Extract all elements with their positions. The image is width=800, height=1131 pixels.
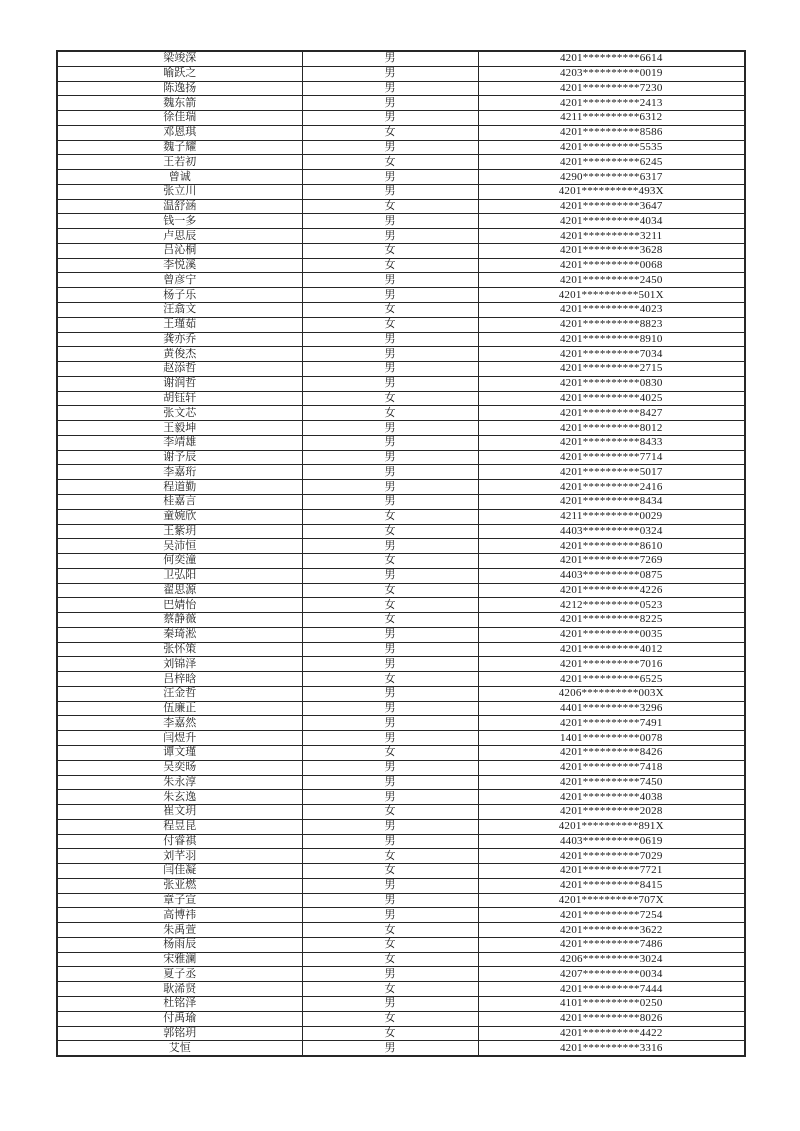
cell-name: 翟思源 [57,583,302,598]
cell-id_number: 4201**********2413 [478,96,745,111]
cell-id_number: 4201**********8415 [478,878,745,893]
cell-name: 曾彦宁 [57,273,302,288]
cell-gender: 女 [302,849,478,864]
cell-name: 伍廉正 [57,701,302,716]
cell-id_number: 4201**********6614 [478,51,745,66]
table-row [57,997,745,1012]
table-row [57,243,745,258]
table-row [57,598,745,613]
cell-id_number: 4201**********8427 [478,406,745,421]
cell-id_number: 4203**********0019 [478,66,745,81]
cell-gender: 女 [302,937,478,952]
cell-id_number: 4201**********4038 [478,790,745,805]
table-row [57,140,745,155]
cell-name: 卫弘阳 [57,568,302,583]
cell-id_number: 4212**********0523 [478,598,745,613]
cell-id_number: 4201**********5017 [478,465,745,480]
cell-name: 刘芊羽 [57,849,302,864]
table-row [57,376,745,391]
cell-gender: 男 [302,96,478,111]
table-row [57,111,745,126]
cell-name: 卢思辰 [57,229,302,244]
cell-id_number: 4201**********7721 [478,864,745,879]
cell-id_number: 4201**********8433 [478,435,745,450]
cell-name: 魏子耀 [57,140,302,155]
cell-name: 谢予辰 [57,450,302,465]
cell-name: 艾恒 [57,1041,302,1056]
cell-gender: 女 [302,1011,478,1026]
cell-name: 王瑾茹 [57,317,302,332]
table-row [57,627,745,642]
cell-name: 付禹瑜 [57,1011,302,1026]
cell-name: 龚亦乔 [57,332,302,347]
cell-id_number: 4403**********0875 [478,568,745,583]
cell-id_number: 4201**********3647 [478,199,745,214]
cell-name: 王若初 [57,155,302,170]
table-row [57,849,745,864]
cell-gender: 女 [302,509,478,524]
cell-gender: 女 [302,125,478,140]
cell-gender: 女 [302,613,478,628]
cell-gender: 女 [302,524,478,539]
cell-gender: 男 [302,229,478,244]
cell-id_number: 4201**********493X [478,184,745,199]
cell-id_number: 4211**********6312 [478,111,745,126]
cell-gender: 男 [302,775,478,790]
cell-name: 李悦溪 [57,258,302,273]
table-row [57,1011,745,1026]
table-row [57,229,745,244]
table-row [57,952,745,967]
cell-gender: 女 [302,864,478,879]
table-row [57,760,745,775]
cell-name: 张亚燃 [57,878,302,893]
table-row [57,893,745,908]
cell-name: 付睿祺 [57,834,302,849]
cell-gender: 男 [302,819,478,834]
cell-gender: 女 [302,258,478,273]
cell-gender: 男 [302,731,478,746]
table-row [57,731,745,746]
cell-name: 巴婧怡 [57,598,302,613]
table-row [57,184,745,199]
cell-gender: 男 [302,51,478,66]
cell-name: 魏东箭 [57,96,302,111]
cell-id_number: 4206**********3024 [478,952,745,967]
cell-id_number: 4201**********8610 [478,539,745,554]
cell-name: 杨子乐 [57,288,302,303]
cell-gender: 男 [302,908,478,923]
table-row [57,613,745,628]
cell-name: 吕梓晗 [57,672,302,687]
table-row [57,258,745,273]
cell-name: 耿浠贤 [57,982,302,997]
cell-gender: 男 [302,66,478,81]
cell-id_number: 4206**********003X [478,686,745,701]
table-row [57,539,745,554]
cell-id_number: 4207**********0034 [478,967,745,982]
cell-gender: 男 [302,997,478,1012]
table-row [57,908,745,923]
cell-name: 朱永淳 [57,775,302,790]
cell-name: 谢润哲 [57,376,302,391]
table-row [57,745,745,760]
table-row [57,332,745,347]
cell-gender: 女 [302,406,478,421]
table-row [57,937,745,952]
table-row [57,347,745,362]
cell-name: 夏子丞 [57,967,302,982]
cell-name: 陈逸扬 [57,81,302,96]
cell-gender: 男 [302,332,478,347]
cell-id_number: 4201**********2028 [478,805,745,820]
cell-gender: 男 [302,967,478,982]
cell-id_number: 4201**********7034 [478,347,745,362]
cell-gender: 男 [302,878,478,893]
cell-name: 吴沛恒 [57,539,302,554]
cell-name: 程昱昆 [57,819,302,834]
cell-gender: 男 [302,893,478,908]
table-row [57,568,745,583]
table-row [57,923,745,938]
table-row [57,819,745,834]
cell-id_number: 4201**********8910 [478,332,745,347]
cell-id_number: 4201**********4012 [478,642,745,657]
cell-gender: 男 [302,716,478,731]
cell-id_number: 4201**********2450 [478,273,745,288]
cell-id_number: 4201**********8823 [478,317,745,332]
cell-id_number: 4201**********7450 [478,775,745,790]
cell-id_number: 4201**********7016 [478,657,745,672]
cell-name: 朱玄逸 [57,790,302,805]
cell-name: 童婉欣 [57,509,302,524]
cell-gender: 男 [302,480,478,495]
cell-name: 谭文瑾 [57,745,302,760]
cell-id_number: 4201**********7269 [478,554,745,569]
cell-id_number: 4201**********6525 [478,672,745,687]
table-row [57,790,745,805]
cell-id_number: 4201**********0035 [478,627,745,642]
cell-id_number: 4201**********891X [478,819,745,834]
cell-name: 朱禹萱 [57,923,302,938]
cell-gender: 男 [302,494,478,509]
cell-name: 黄俊杰 [57,347,302,362]
cell-id_number: 4201**********7230 [478,81,745,96]
cell-name: 刘锦泽 [57,657,302,672]
cell-gender: 男 [302,568,478,583]
cell-id_number: 4201**********3622 [478,923,745,938]
cell-name: 汪金哲 [57,686,302,701]
cell-id_number: 4201**********707X [478,893,745,908]
cell-name: 何奕潼 [57,554,302,569]
cell-id_number: 4201**********0068 [478,258,745,273]
cell-name: 吴奕旸 [57,760,302,775]
cell-gender: 男 [302,214,478,229]
cell-name: 钱一多 [57,214,302,229]
cell-gender: 男 [302,701,478,716]
table-row [57,509,745,524]
cell-id_number: 4403**********0324 [478,524,745,539]
cell-gender: 男 [302,362,478,377]
table-row [57,362,745,377]
table-row [57,125,745,140]
cell-gender: 女 [302,923,478,938]
cell-gender: 男 [302,435,478,450]
cell-name: 张立川 [57,184,302,199]
cell-gender: 女 [302,1026,478,1041]
table-row [57,303,745,318]
table-row [57,199,745,214]
table-row [57,834,745,849]
table-row [57,214,745,229]
cell-gender: 男 [302,465,478,480]
cell-gender: 男 [302,642,478,657]
cell-id_number: 4201**********4226 [478,583,745,598]
cell-gender: 女 [302,952,478,967]
table-row [57,170,745,185]
cell-id_number: 4201**********5535 [478,140,745,155]
cell-name: 张怀策 [57,642,302,657]
cell-gender: 男 [302,1041,478,1056]
cell-gender: 男 [302,790,478,805]
cell-id_number: 4201**********3211 [478,229,745,244]
cell-id_number: 4201**********7444 [478,982,745,997]
cell-id_number: 4201**********3628 [478,243,745,258]
cell-name: 梁竣深 [57,51,302,66]
cell-name: 曾诚 [57,170,302,185]
table-row [57,1026,745,1041]
cell-id_number: 4403**********0619 [478,834,745,849]
cell-gender: 女 [302,598,478,613]
table-row [57,450,745,465]
table-row [57,524,745,539]
table-row [57,672,745,687]
cell-gender: 男 [302,140,478,155]
cell-id_number: 4201**********7029 [478,849,745,864]
cell-name: 桂嘉言 [57,494,302,509]
cell-gender: 男 [302,111,478,126]
cell-name: 宋雅澜 [57,952,302,967]
cell-name: 邓恩琪 [57,125,302,140]
cell-gender: 男 [302,184,478,199]
cell-id_number: 1401**********0078 [478,731,745,746]
cell-name: 秦琦淞 [57,627,302,642]
cell-id_number: 4201**********4025 [478,391,745,406]
cell-name: 王毅坤 [57,421,302,436]
cell-name: 崔文玥 [57,805,302,820]
cell-gender: 女 [302,672,478,687]
table-row [57,657,745,672]
cell-gender: 男 [302,273,478,288]
table-row [57,805,745,820]
table-row [57,81,745,96]
cell-id_number: 4201**********4422 [478,1026,745,1041]
cell-gender: 女 [302,805,478,820]
cell-name: 程道勤 [57,480,302,495]
table-row [57,554,745,569]
cell-name: 郭铭玥 [57,1026,302,1041]
table-row [57,435,745,450]
table-row [57,406,745,421]
cell-name: 李嘉珩 [57,465,302,480]
cell-gender: 男 [302,170,478,185]
cell-id_number: 4201**********501X [478,288,745,303]
cell-id_number: 4201**********7418 [478,760,745,775]
cell-gender: 男 [302,288,478,303]
cell-gender: 男 [302,627,478,642]
cell-gender: 男 [302,450,478,465]
cell-name: 章子宣 [57,893,302,908]
cell-name: 汪翕文 [57,303,302,318]
table-row [57,775,745,790]
table-row [57,1041,745,1056]
cell-gender: 女 [302,303,478,318]
cell-id_number: 4201**********7714 [478,450,745,465]
cell-id_number: 4201**********4023 [478,303,745,318]
table-row [57,967,745,982]
table-row [57,391,745,406]
table-row [57,317,745,332]
table-row [57,155,745,170]
cell-gender: 男 [302,834,478,849]
table-row [57,66,745,81]
cell-name: 李嘉然 [57,716,302,731]
cell-name: 高博祎 [57,908,302,923]
cell-gender: 男 [302,760,478,775]
cell-name: 闫佳凝 [57,864,302,879]
cell-gender: 女 [302,583,478,598]
table-row [57,96,745,111]
cell-name: 闫煜升 [57,731,302,746]
cell-name: 蔡静薇 [57,613,302,628]
table-row [57,465,745,480]
cell-name: 喻跃之 [57,66,302,81]
roster-table [56,50,746,1057]
table-row [57,480,745,495]
cell-id_number: 4101**********0250 [478,997,745,1012]
cell-id_number: 4201**********7486 [478,937,745,952]
cell-gender: 男 [302,81,478,96]
cell-gender: 女 [302,982,478,997]
cell-name: 杨雨辰 [57,937,302,952]
table-row [57,288,745,303]
table-row [57,642,745,657]
cell-id_number: 4201**********7491 [478,716,745,731]
table-row [57,51,745,66]
cell-name: 杜铭泽 [57,997,302,1012]
cell-name: 张文芯 [57,406,302,421]
cell-id_number: 4201**********8434 [478,494,745,509]
cell-name: 胡钰轩 [57,391,302,406]
cell-gender: 女 [302,554,478,569]
cell-gender: 男 [302,686,478,701]
cell-gender: 女 [302,317,478,332]
cell-gender: 男 [302,376,478,391]
cell-id_number: 4201**********3316 [478,1041,745,1056]
cell-name: 王紫玥 [57,524,302,539]
table-row [57,686,745,701]
roster-table-body [57,51,745,1056]
cell-gender: 男 [302,539,478,554]
cell-id_number: 4201**********8012 [478,421,745,436]
cell-id_number: 4290**********6317 [478,170,745,185]
table-row [57,494,745,509]
cell-id_number: 4201**********2416 [478,480,745,495]
cell-gender: 男 [302,347,478,362]
table-row [57,421,745,436]
cell-id_number: 4201**********6245 [478,155,745,170]
table-row [57,878,745,893]
cell-id_number: 4201**********8426 [478,745,745,760]
cell-gender: 女 [302,745,478,760]
cell-id_number: 4201**********0830 [478,376,745,391]
cell-id_number: 4201**********7254 [478,908,745,923]
cell-gender: 女 [302,243,478,258]
cell-gender: 女 [302,391,478,406]
cell-name: 赵添哲 [57,362,302,377]
cell-id_number: 4211**********0029 [478,509,745,524]
cell-name: 徐佳瑞 [57,111,302,126]
cell-gender: 男 [302,657,478,672]
table-row [57,982,745,997]
cell-gender: 女 [302,199,478,214]
cell-id_number: 4401**********3296 [478,701,745,716]
cell-gender: 男 [302,421,478,436]
table-row [57,864,745,879]
table-row [57,701,745,716]
table-row [57,273,745,288]
cell-id_number: 4201**********4034 [478,214,745,229]
cell-id_number: 4201**********8026 [478,1011,745,1026]
cell-name: 温舒涵 [57,199,302,214]
cell-name: 吕沁桐 [57,243,302,258]
cell-id_number: 4201**********8225 [478,613,745,628]
cell-name: 李靖雄 [57,435,302,450]
table-row [57,716,745,731]
cell-gender: 女 [302,155,478,170]
cell-id_number: 4201**********8586 [478,125,745,140]
cell-id_number: 4201**********2715 [478,362,745,377]
table-row [57,583,745,598]
